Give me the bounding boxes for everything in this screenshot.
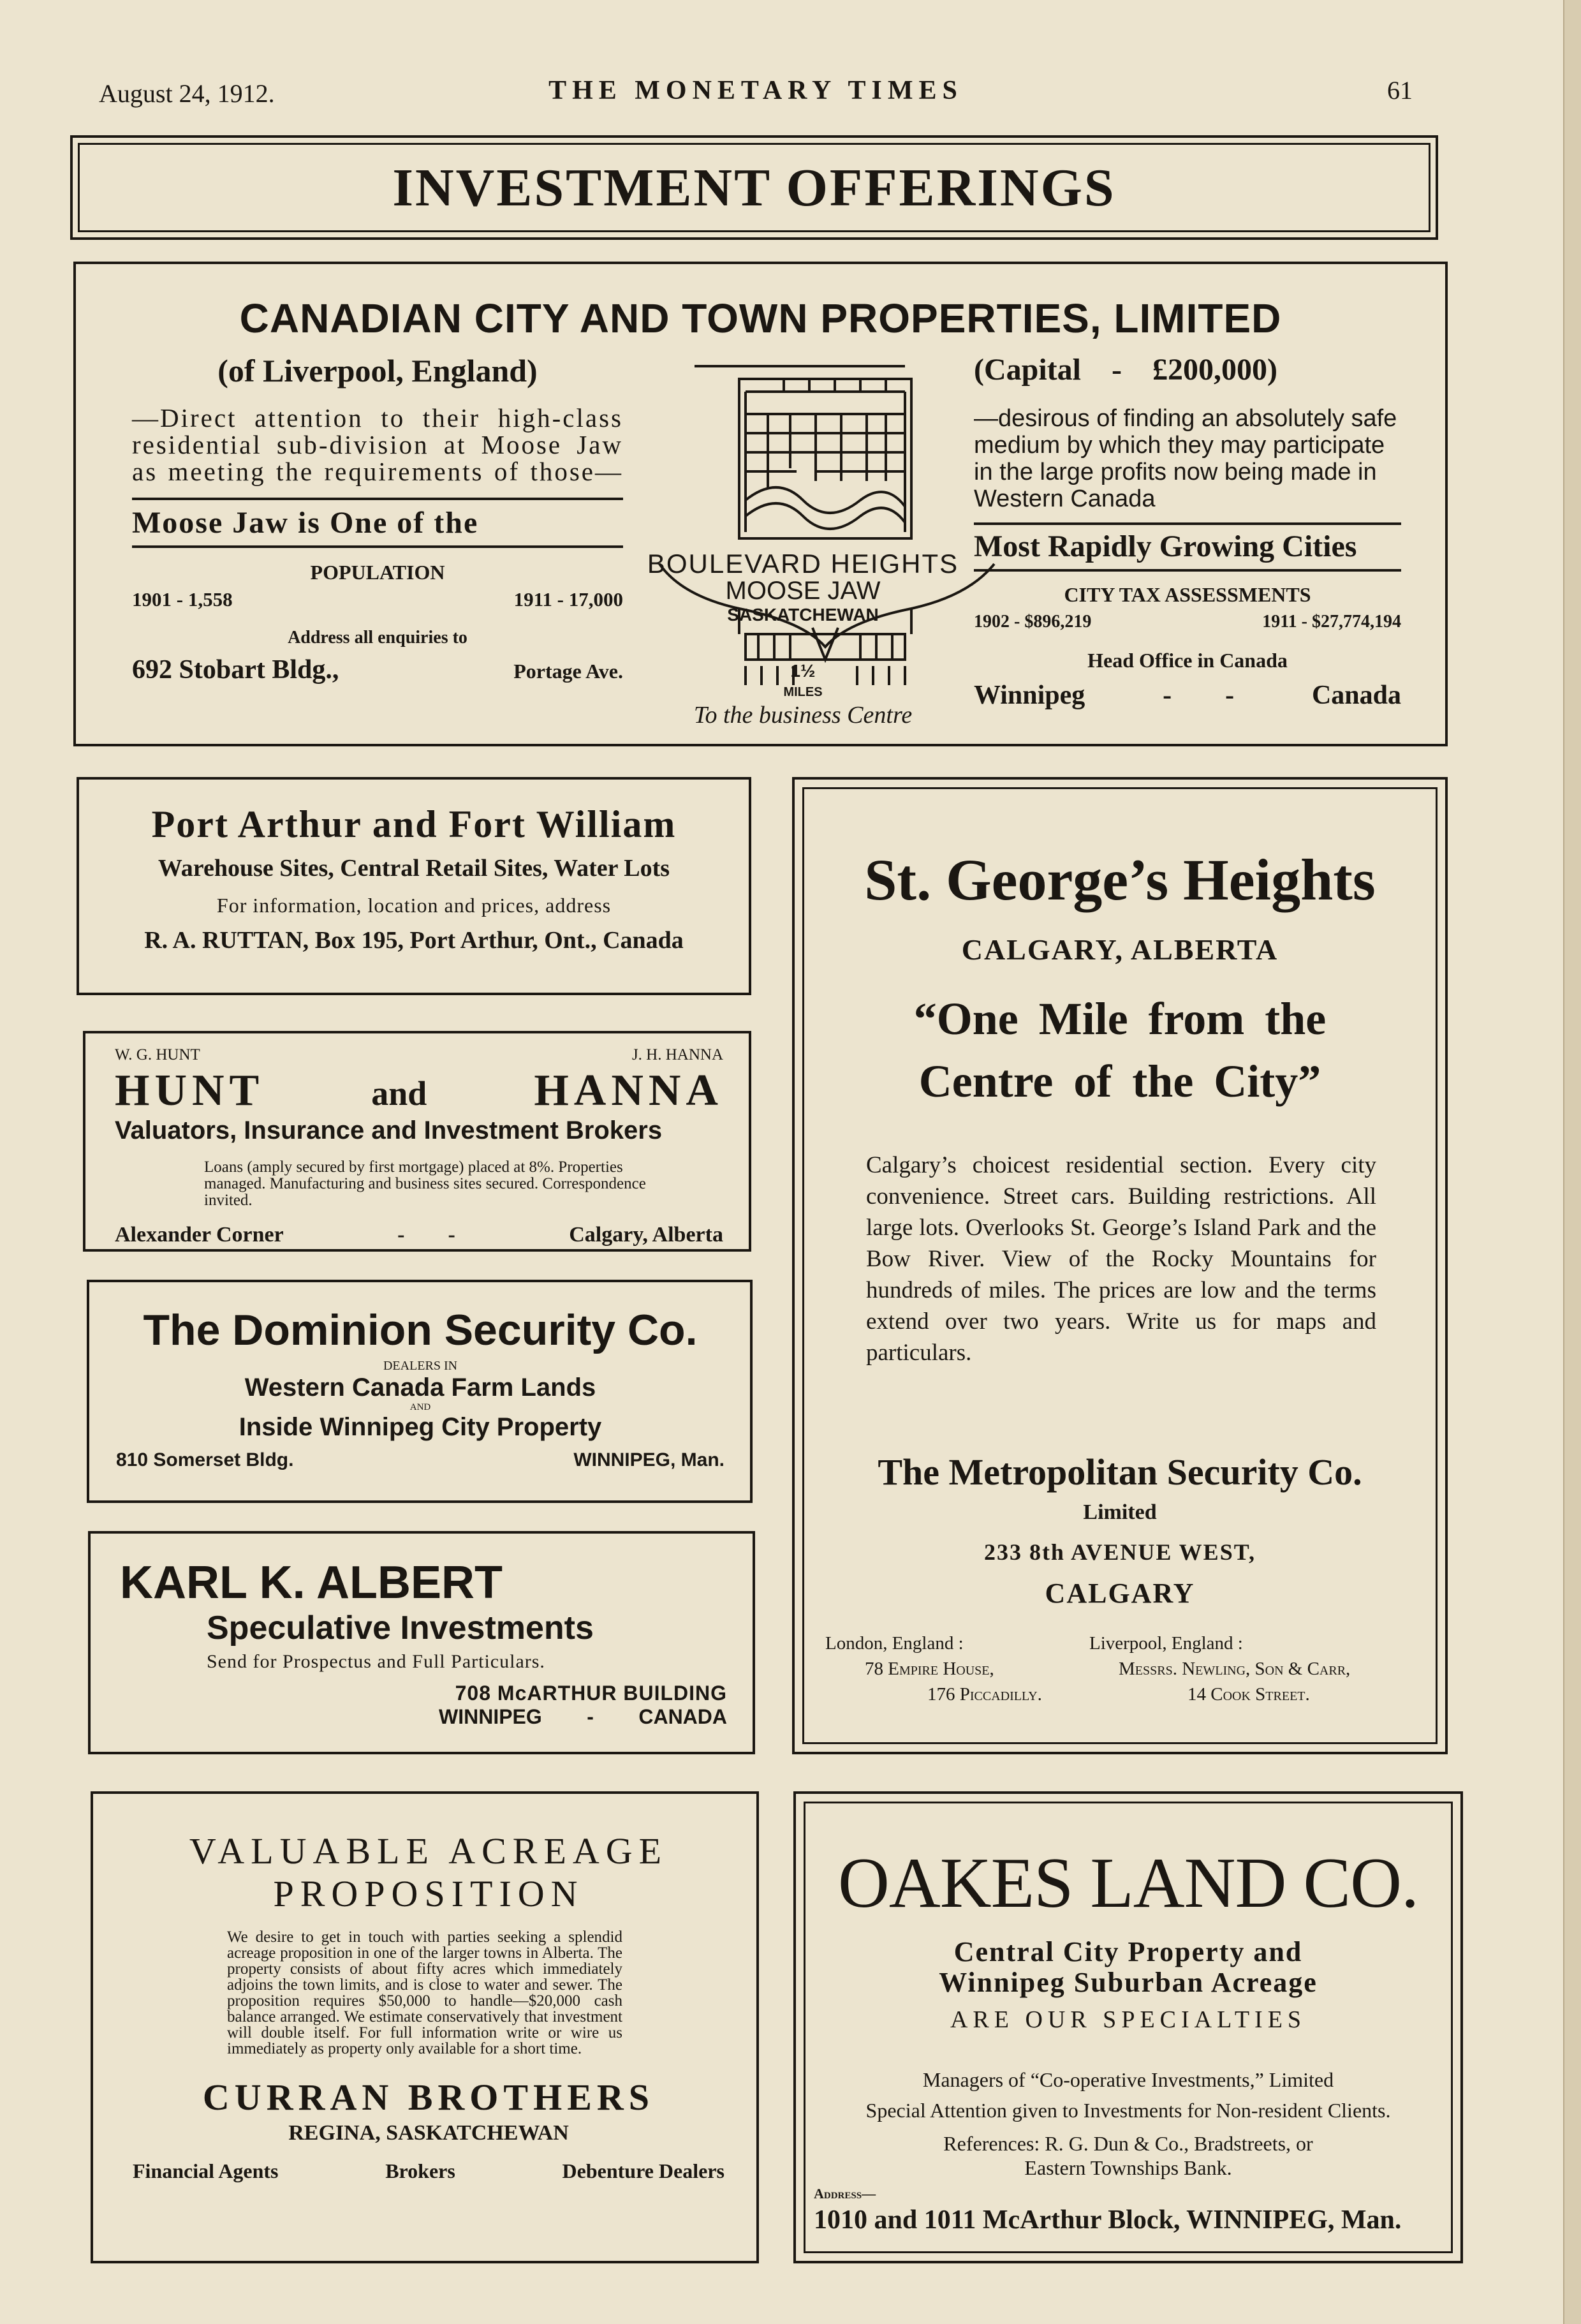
population-label: POPULATION [310,561,445,584]
tax-label: CITY TAX ASSESSMENTS [1064,583,1311,606]
london-line1: 78 Empire House, [865,1659,994,1679]
dominion-address-row [116,1449,724,1471]
tax-1911: 1911 - $27,774,194 [1262,612,1401,632]
population-row [132,588,623,611]
divider [132,498,623,500]
oakes-title: OAKES LAND CO. [838,1844,1418,1923]
st-george-body: Calgary’s choicest residential section. Every city convenience. Street cars. Building restrictions. All large lots. Overlooks St. George’s Island Park and the Bow River. View of the Rocky Mountains for hundreds of miles. The prices are low and the terms extend over two years. Write us for maps and particulars. [866,1152,1376,1366]
acreage-service-brokers: Brokers [385,2159,455,2182]
liverpool-label: Liverpool, England : [1089,1633,1243,1654]
logo-fraction: 1½ [790,661,816,681]
logo-tagline: To the business Centre [693,702,913,729]
port-arthur-info: For information, location and prices, address [216,894,612,917]
albert-subtitle: Speculative Investments [207,1610,594,1647]
canadian-city-ad [73,262,1448,746]
st-georges-heights-ad [792,777,1448,1754]
port-arthur-address: R. A. RUTTAN, Box 195, Port Arthur, Ont., Canada [144,927,684,954]
hunt-subtitle: Valuators, Insurance and Investment Brokers [115,1116,663,1144]
st-george-quote-line1: “One Mile from the [913,993,1327,1044]
liverpool-line1: Messrs. Newling, Son & Carr, [1119,1659,1351,1679]
albert-country: CANADA [638,1705,727,1728]
divider [974,569,1401,572]
banner-inner-frame [78,143,1430,232]
hunt-title-hanna: HANNA [534,1066,723,1115]
oakes-line2: Winnipeg Suburban Acreage [939,1967,1318,1998]
canadian-growing-line: Most Rapidly Growing Cities [974,529,1357,563]
hunt-hanna-ad [83,1031,751,1252]
karl-albert-ad [88,1531,755,1754]
logo-saskatchewan: SASKATCHEWAN [727,605,879,625]
dominion-property: Inside Winnipeg City Property [239,1413,602,1441]
oakes-address-label: Address— [814,2186,876,2202]
tax-row [974,612,1401,632]
population-1901: 1901 - 1,558 [132,588,233,611]
header-page-number: 61 [1387,76,1413,105]
dominion-title: The Dominion Security Co. [143,1306,698,1354]
acreage-service-financial: Financial Agents [133,2159,279,2182]
tax-1902: 1902 - $896,219 [974,612,1092,632]
canadian-right-column [974,352,1401,711]
head-office-country: Canada [1311,681,1401,710]
hunt-title-hunt: HUNT [115,1066,265,1115]
port-arthur-sites: Warehouse Sites, Central Retail Sites, Water Lots [158,855,670,882]
hunt-right-name: J. H. HANNA [631,1046,723,1063]
hunt-address-row [115,1223,723,1247]
canadian-moose-line: Moose Jaw is One of the [132,506,479,540]
st-george-quote-line2: Centre of the City” [918,1056,1321,1107]
albert-bldg: 708 McARTHUR BUILDING [455,1682,727,1705]
liverpool-line2: 14 Cook Street. [1188,1684,1310,1705]
logo-boulevard-heights: BOULEVARD HEIGHTS [647,549,959,579]
port-arthur-title: Port Arthur and Fort William [151,803,677,845]
head-office-row [974,680,1401,711]
investment-offerings-banner [70,135,1438,240]
divider [974,522,1401,525]
acreage-city: REGINA, SASKATCHEWAN [288,2121,569,2145]
header-journal: THE MONETARY TIMES [548,76,963,105]
hunt-title-and: and [371,1074,427,1113]
acreage-service-debenture: Debenture Dealers [562,2159,724,2182]
albert-send: Send for Prospectus and Full Particulars. [207,1651,545,1672]
acreage-title-line2: PROPOSITION [273,1873,584,1914]
oakes-attention: Special Attention given to Investments for Non-resident Clients. [865,2099,1391,2122]
london-label: London, England : [825,1633,964,1654]
dominion-dealers: DEALERS IN [383,1359,458,1373]
st-george-title: St. George’s Heights [864,847,1376,912]
acreage-title-line1: VALUABLE ACREAGE [189,1830,668,1872]
canadian-desirous-text: —desirous of finding an absolutely safe medium by which they may participate in the large profits now being made in Western Canada [974,405,1397,512]
head-office-label: Head Office in Canada [1087,649,1288,672]
metropolitan-limited: Limited [1083,1500,1157,1524]
hunt-partners-row [115,1046,723,1064]
port-arthur-ad [77,777,751,995]
metropolitan-street: 233 8th AVENUE WEST, [983,1539,1256,1565]
canadian-direct-text: —Direct attention to their high-class residential sub-division at Moose Jaw as meeting the requirements of those— [132,403,623,486]
london-line2: 176 Piccadilly. [927,1684,1042,1705]
page-gutter [1563,0,1581,2324]
hunt-left-name: W. G. HUNT [115,1046,200,1063]
albert-title: KARL K. ALBERT [120,1557,503,1608]
liverpool-office [1060,1631,1443,1707]
logo-moose-jaw: MOOSE JAW [725,577,881,605]
oakes-address: 1010 and 1011 McArthur Block, WINNIPEG, Man. [814,2205,1402,2235]
hunt-title-row [115,1065,723,1116]
acreage-firm: CURRAN BROTHERS [202,2076,655,2118]
hunt-city: Calgary, Alberta [569,1223,723,1247]
oakes-land-ad [793,1791,1463,2263]
london-office [825,1631,1093,1707]
hunt-loans-text: Loans (amply secured by first mortgage) placed at 8%. Properties managed. Manufacturing and business sites secured. Correspondence invited. [204,1158,646,1209]
albert-city-row [439,1705,727,1729]
boulevard-map-icon [586,353,1020,743]
st-george-city: CALGARY, ALBERTA [961,933,1279,966]
oakes-references2: Eastern Townships Bank. [1024,2156,1232,2179]
canadian-capital: (Capital - £200,000) [974,353,1277,387]
oakes-line1: Central City Property and [953,1936,1303,1967]
address-street: Portage Ave. [513,660,623,683]
metropolitan-company: The Metropolitan Security Co. [878,1451,1362,1493]
address-row [132,655,623,685]
albert-city: WINNIPEG [439,1705,542,1728]
head-office-city: Winnipeg [974,681,1085,710]
dominion-bldg: 810 Somerset Bldg. [116,1449,294,1470]
population-1911: 1911 - 17,000 [513,588,623,611]
address-bldg: 692 Stobart Bldg., [132,655,339,685]
albert-dash: - [587,1705,594,1728]
canadian-left-column [132,352,623,685]
dominion-lands: Western Canada Farm Lands [244,1373,596,1402]
address-label: Address all enquiries to [288,628,467,648]
valuable-acreage-ad [91,1791,759,2263]
divider [132,545,623,548]
dominion-and: AND [409,1402,431,1412]
canadian-title: CANADIAN CITY AND TOWN PROPERTIES, LIMITED [239,295,1282,341]
metropolitan-calgary: CALGARY [1045,1578,1195,1609]
hunt-corner: Alexander Corner [115,1223,284,1247]
header-date: August 24, 1912. [99,79,275,108]
banner-title: INVESTMENT OFFERINGS [392,158,1116,218]
canadian-of-liverpool: (of Liverpool, England) [217,353,538,389]
running-header [99,75,1413,114]
boulevard-heights-logo [586,353,1020,743]
dominion-city: WINNIPEG, Man. [573,1449,724,1470]
oakes-specialties: ARE OUR SPECIALTIES [950,2006,1307,2033]
dominion-security-ad [87,1280,753,1503]
hunt-dash: - - [397,1223,455,1247]
head-office-dash: - - [1163,681,1235,710]
oakes-references1: References: R. G. Dun & Co., Bradstreets, or [943,2132,1313,2155]
acreage-body: We desire to get in touch with parties seeking a splendid acreage proposition in one of the larger towns in Alberta. The property consists of about fifty acres which immediately adjoins the town limits, and is close to water and sewer. The proposition requires $50,000 to handle—$20,000 cash balance arranged. We estimate conservatively that investment will double itself. For full information write or wire us immediately as property only available for a short time. [227,1928,622,2057]
acreage-services-row [120,2159,737,2183]
oakes-managers: Managers of “Co-operative Investments,” Limited [922,2068,1334,2091]
logo-miles: MILES [783,685,823,699]
